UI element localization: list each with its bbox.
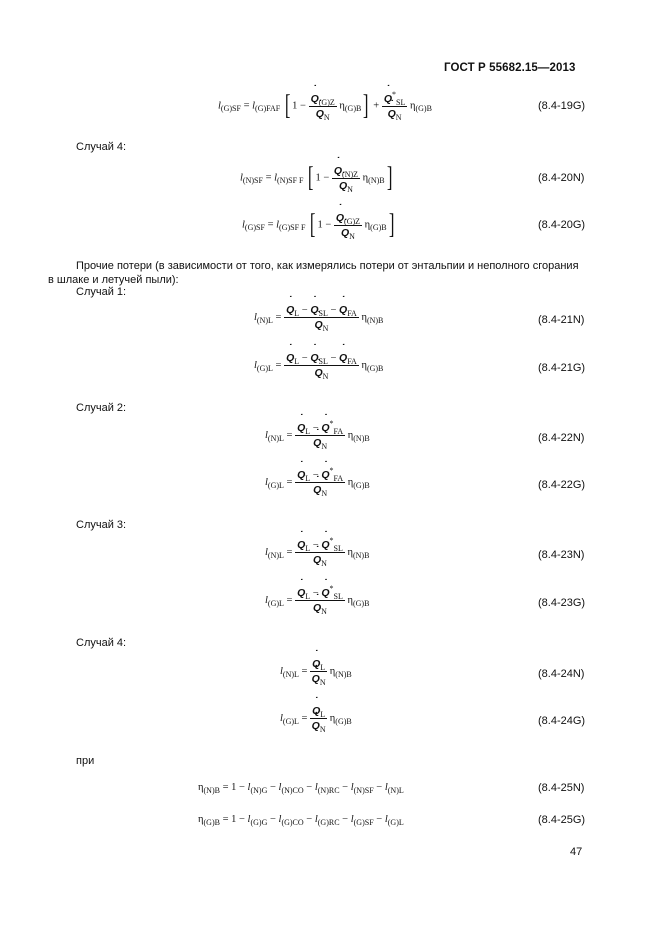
case-1-label: Случай 1: <box>76 286 127 298</box>
formula: $l_{(N)L}$ = ˙ $Q_L$ − ˙ $Q^*_{FA}$ ˙ $Q_N$ $\eta_{(N)B}$ <box>265 422 370 449</box>
equation-number: (8.4-21N) <box>538 314 585 326</box>
equation-number: (8.4-21G) <box>538 362 586 374</box>
equation-number: (8.4-19G) <box>538 100 586 112</box>
equation-number: (8.4-23N) <box>538 549 585 561</box>
case-4-label: Случай 4: <box>76 141 127 153</box>
case-4b-label: Случай 4: <box>76 637 127 649</box>
equation-number: (8.4-22G) <box>538 479 586 491</box>
equation-number: (8.4-23G) <box>538 597 586 609</box>
formula: $l_{(G)L}$ = ˙ $Q_L$ − ˙ $Q_{SL}$ − ˙ $Q_{FA}$ ˙ $Q_N$ $\eta_{(G)B}$ <box>254 352 383 379</box>
equation-number: (8.4-20N) <box>538 172 585 184</box>
equation-8-4-21N <box>0 302 661 342</box>
formula: $l_{(N)L}$ = ˙ $Q_L$ ˙ $Q_N$ $\eta_{(N)B}$ <box>280 658 352 685</box>
paragraph-other-losses <box>48 259 588 287</box>
formula: $\eta_{(N)B} = 1 - l_{(N)G} - l_{(N)CO} - l_{(N)RC} - l_{(N)SF} - l_{(N)L}$ <box>198 782 404 795</box>
formula: $l_{(G)SF} = l_{(G)FAF}$ [ 1 − ˙ $Q_{(G)Z}$ ˙ $Q_N$ $\eta_{(G)B}$] + ˙ $Q^*_{SL}$ ˙ $Q_N$ $\eta_{(G)B}$ <box>218 92 432 120</box>
pri-label: при <box>76 755 95 767</box>
equation-8-4-20N <box>0 160 661 200</box>
formula: $l_{(G)L}$ = ˙ $Q_L$ ˙ $Q_N$ $\eta_{(G)B}$ <box>280 705 352 732</box>
equation-number: (8.4-24G) <box>538 715 586 727</box>
equation-8-4-19G <box>0 88 661 128</box>
formula: $l_{(N)SF} = l_{(N)SF F}$ [ 1 − ˙ $Q_{(N)Z}$ ˙ $Q_N$ $\eta_{(N)B}$] <box>240 164 394 192</box>
paragraph-line: в шлаке и летучей пыли): <box>48 274 179 286</box>
equation-8-4-23G <box>0 585 661 625</box>
equation-8-4-22N <box>0 420 661 460</box>
document-header: ГОСТ Р 55682.15—2013 <box>444 62 576 74</box>
formula: $\eta_{(G)B} = 1 - l_{(G)G} - l_{(G)CO} - l_{(G)RC} - l_{(G)SF} - l_{(G)L}$ <box>198 814 404 827</box>
equation-number: (8.4-20G) <box>538 219 586 231</box>
formula: $l_{(G)L}$ = ˙ $Q_L$ − ˙ $Q^*_{SL}$ ˙ $Q_N$ $\eta_{(G)B}$ <box>265 587 369 614</box>
page-number: 47 <box>570 846 583 858</box>
formula: $l_{(G)SF} = l_{(G)SF F}$ [ 1 − ˙ $Q_{(G)Z}$ ˙ $Q_N$ $\eta_{(G)B}$] <box>242 211 396 239</box>
formula: $l_{(N)L}$ = ˙ $Q_L$ − ˙ $Q^*_{SL}$ ˙ $Q_N$ $\eta_{(N)B}$ <box>265 539 369 566</box>
equation-8-4-23N <box>0 537 661 577</box>
formula: $l_{(N)L}$ = ˙ $Q_L$ − ˙ $Q_{SL}$ − ˙ $Q_{FA}$ ˙ $Q_N$ $\eta_{(N)B}$ <box>254 304 383 331</box>
case-2-label: Случай 2: <box>76 402 127 414</box>
case-3-label: Случай 3: <box>76 519 127 531</box>
equation-8-4-22G <box>0 467 661 507</box>
equation-number: (8.4-25G) <box>538 814 586 826</box>
equation-8-4-25G <box>0 808 661 848</box>
equation-number: (8.4-24N) <box>538 668 585 680</box>
equation-8-4-24G <box>0 703 661 743</box>
equation-number: (8.4-22N) <box>538 432 585 444</box>
formula: $l_{(G)L}$ = ˙ $Q_L$ − ˙ $Q^*_{FA}$ ˙ $Q_N$ $\eta_{(G)B}$ <box>265 469 370 496</box>
equation-8-4-20G <box>0 207 661 247</box>
equation-8-4-21G <box>0 350 661 390</box>
equation-8-4-24N <box>0 656 661 696</box>
equation-number: (8.4-25N) <box>538 782 585 794</box>
paragraph-line: Прочие потери (в зависимости от того, как измерялись потери от энтальпии и неполного сгорания <box>76 260 579 272</box>
